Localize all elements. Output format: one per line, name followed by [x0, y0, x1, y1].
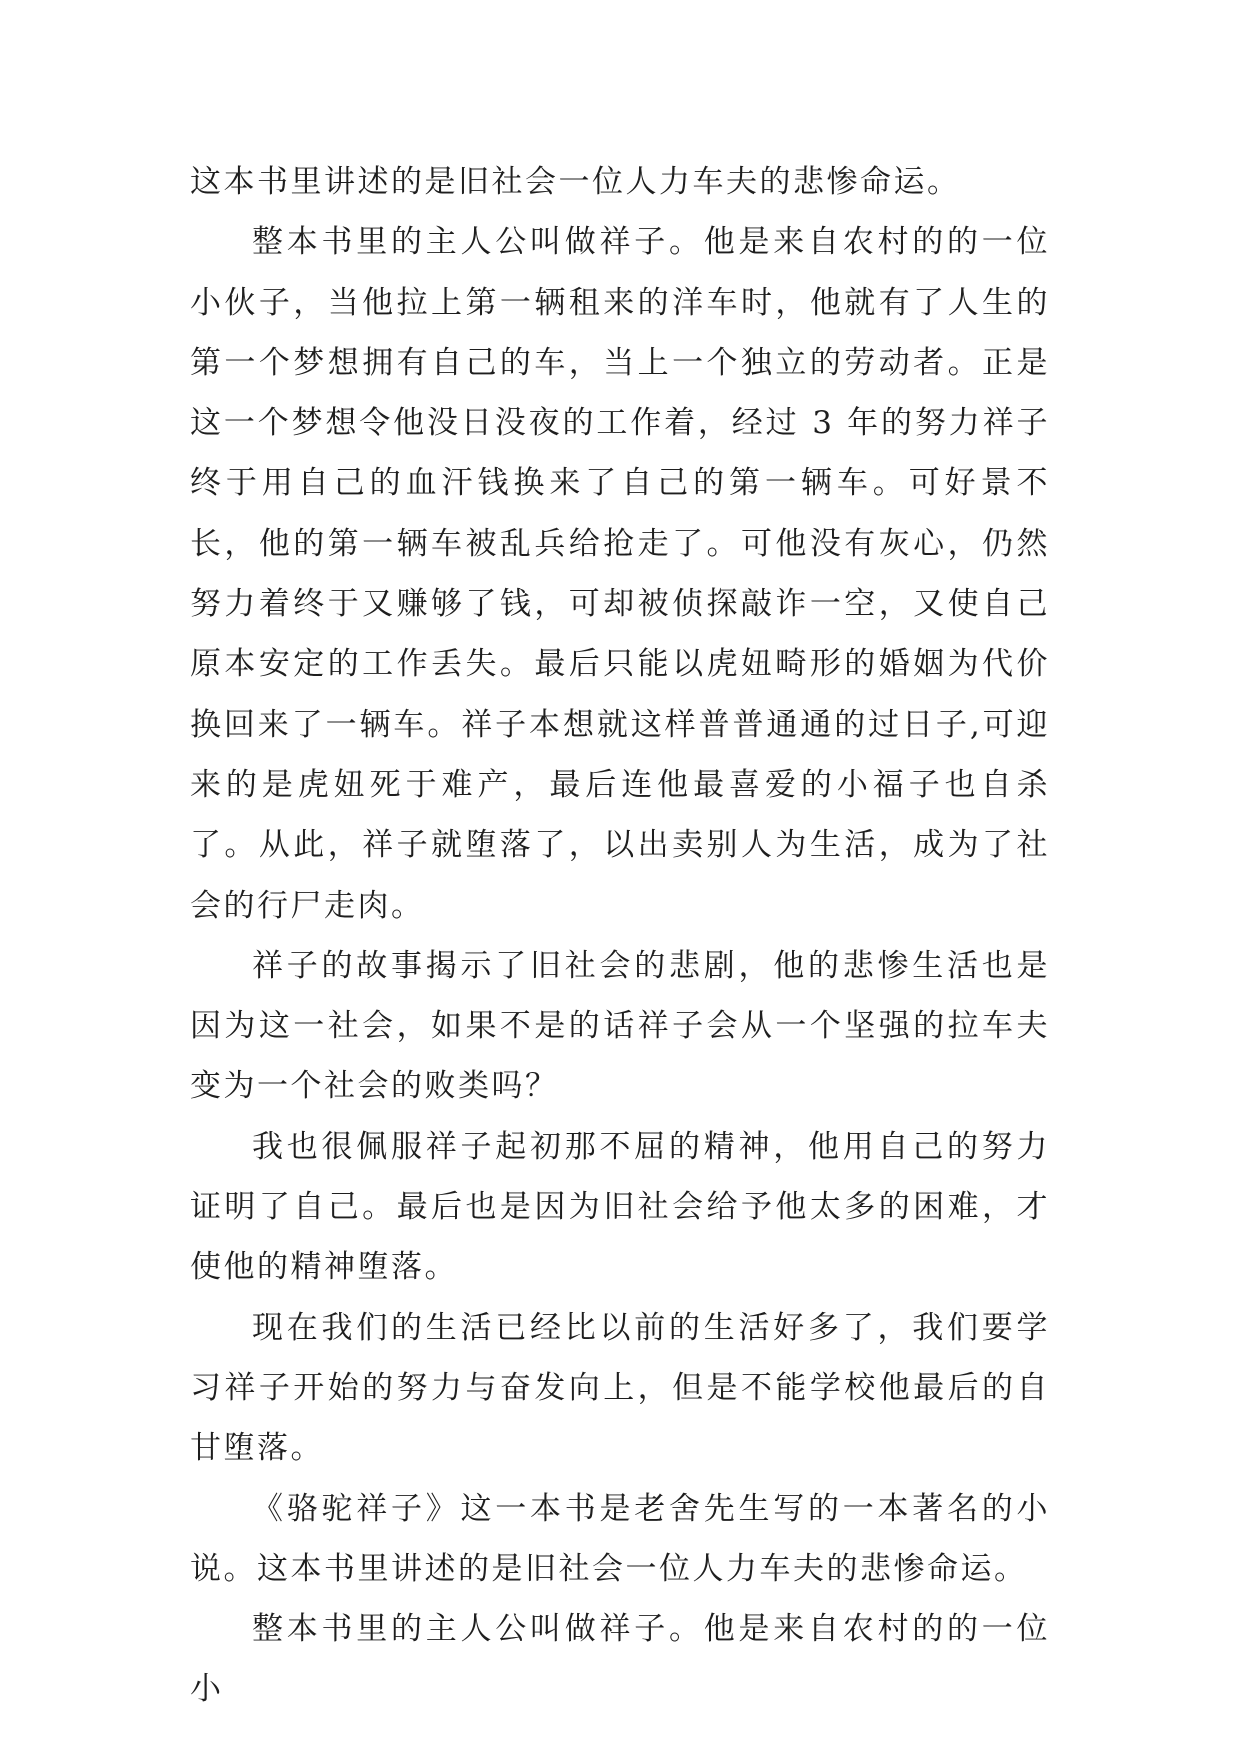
paragraph-admiration: 我也很佩服祥子起初那不屈的精神，他用自己的努力证明了自己。最后也是因为旧社会给予他太多的困难，才使他的精神堕落。: [190, 1128, 1050, 1286]
document-body: [190, 152, 1050, 1720]
paragraph-intro-repeat: 《骆驼祥子》这一本书是老舍先生写的一本著名的小说。这本书里讲述的是旧社会一位人力车夫的悲惨命运。: [190, 1490, 1050, 1587]
paragraph-plot-repeat: 整本书里的主人公叫做祥子。他是来自农村的的一位小: [190, 1611, 1050, 1708]
paragraph-plot-summary: 整本书里的主人公叫做祥子。他是来自农村的的一位小伙子，当他拉上第一辆租来的洋车时，他就有了人生的第一个梦想拥有自己的车，当上一个独立的劳动者。正是这一个梦想令他没日没夜的工作着，经过 3 年的努力祥子终于用自己的血汗钱换来了自己的第一辆车。可好景不长，他的第一辆车被乱兵给抢走了。可他没有灰心，仍然努力着终于又赚够了钱，可却被侦探敲诈一空，又使自己原本安定的工作丢失。最后只能以虎妞畸形的婚姻为代价换回来了一辆车。祥子本想就这样普普通通的过日子,可迎来的是虎妞死于难产，最后连他最喜爱的小福子也自杀了。从此，祥子就堕落了，以出卖别人为生活，成为了社会的行尸走肉。: [190, 224, 1050, 924]
paragraph-continuation: 这本书里讲述的是旧社会一位人力车夫的悲惨命运。: [190, 164, 961, 200]
paragraph-tragedy: 祥子的故事揭示了旧社会的悲剧，他的悲惨生活也是因为这一社会，如果不是的话祥子会从一个坚强的拉车夫变为一个社会的败类吗？: [190, 947, 1050, 1105]
paragraph-lesson: 现在我们的生活已经比以前的生活好多了，我们要学习祥子开始的努力与奋发向上，但是不能学校他最后的自甘堕落。: [190, 1309, 1050, 1467]
